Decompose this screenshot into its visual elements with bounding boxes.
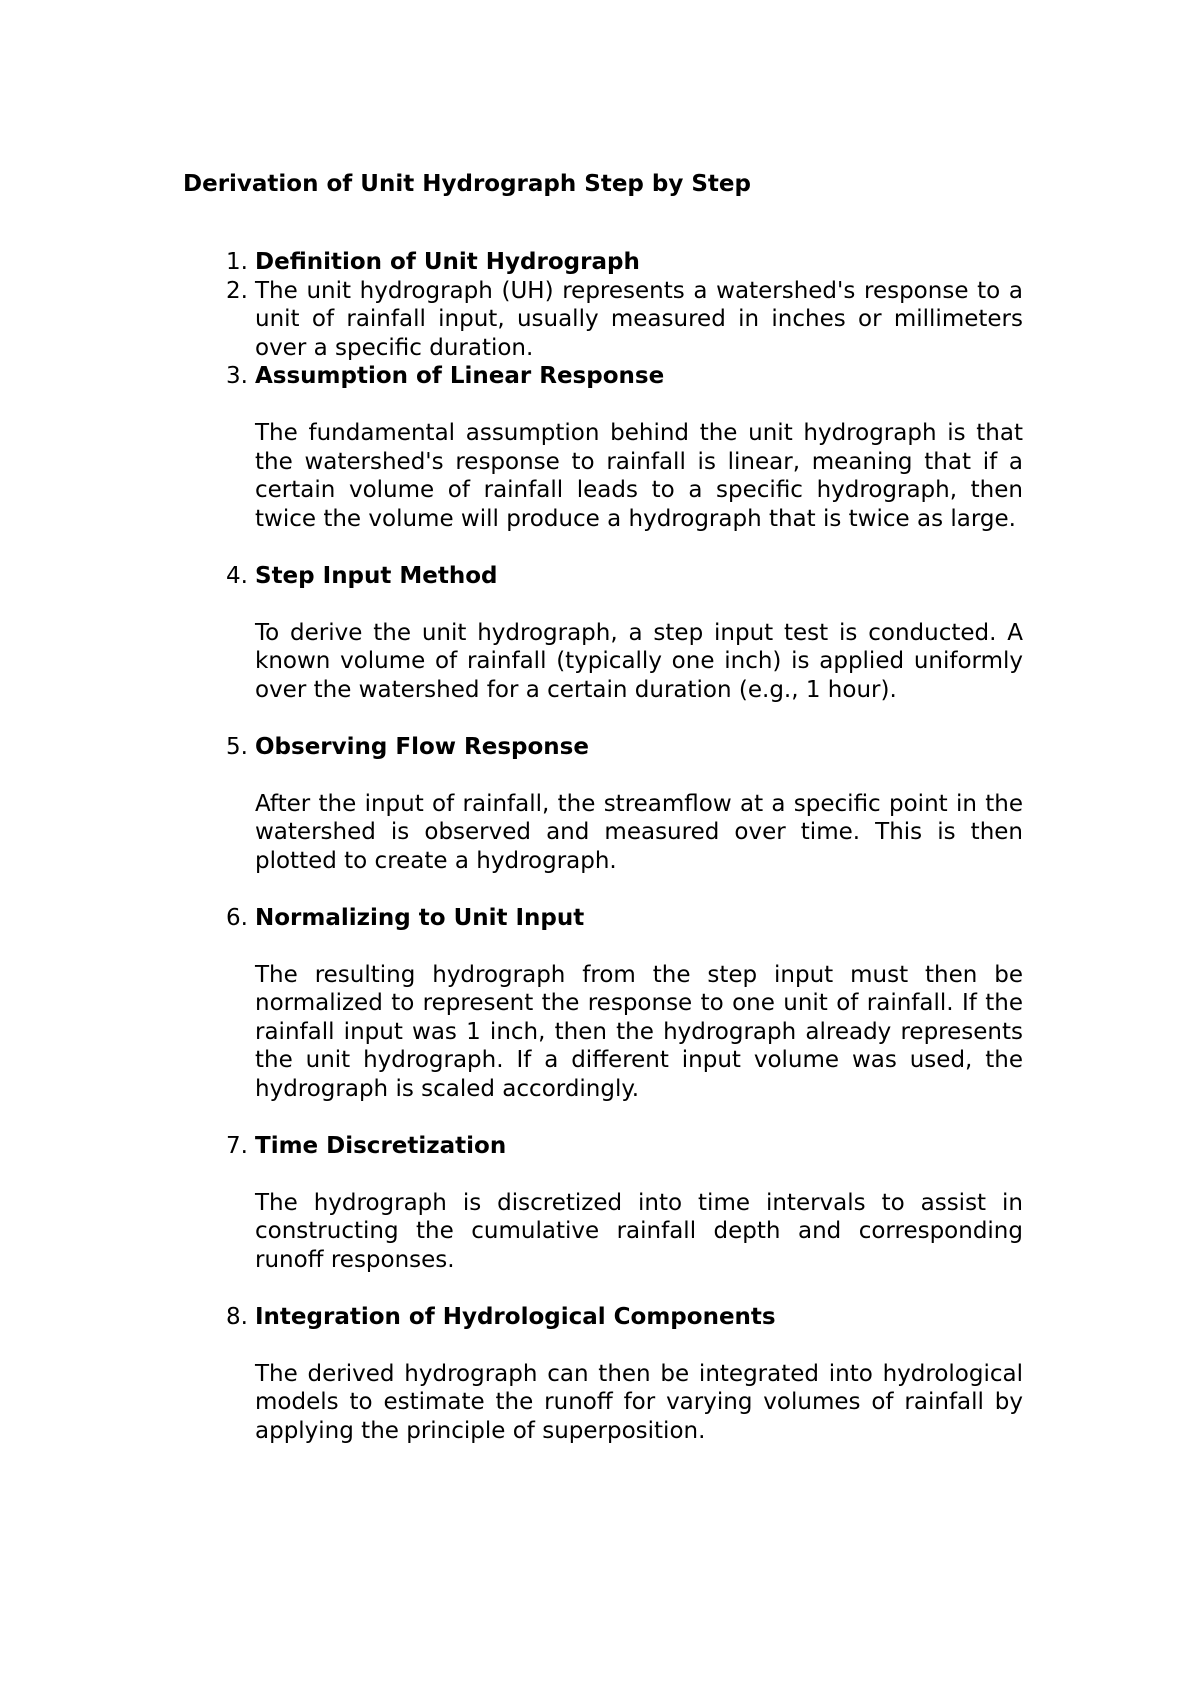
list-item-3 bbox=[183, 362, 1023, 533]
item-content bbox=[255, 277, 1023, 363]
item-number: 8. bbox=[226, 1303, 248, 1330]
item-body: To derive the unit hydrograph, a step input test is conducted. A known volume of rainfall (typically one inch) is applied uniformly over the watershed for a certain duration (e.g., 1 hour). bbox=[255, 619, 1023, 703]
list-item-1 bbox=[183, 248, 1023, 277]
item-number: 1. bbox=[226, 249, 248, 275]
list-item-5 bbox=[183, 733, 1023, 876]
item-body: The hydrograph is discretized into time intervals to assist in constructing the cumulative rainfall depth and corresponding runoff responses. bbox=[255, 1189, 1023, 1273]
item-heading: Integration of Hydrological Components bbox=[255, 1303, 776, 1330]
list-item-4 bbox=[183, 562, 1023, 705]
list-item-7 bbox=[183, 1132, 1023, 1275]
item-body: After the input of rainfall, the streamflow at a specific point in the watershed is observed and measured over time. This is then plotted to create a hydrograph. bbox=[255, 790, 1023, 874]
list-item-6 bbox=[183, 904, 1023, 1104]
item-number: 5. bbox=[226, 733, 248, 760]
item-content bbox=[255, 362, 1023, 533]
item-content bbox=[255, 562, 1023, 705]
item-number: 3. bbox=[226, 363, 248, 389]
item-body: The fundamental assumption behind the unit hydrograph is that the watershed's response to rainfall is linear, meaning that if a certain volume of rainfall leads to a specific hydrograph, then twice the volume will produce a hydrograph that is twice as large. bbox=[255, 420, 1023, 532]
item-body: The resulting hydrograph from the step input must then be normalized to represent the response to one unit of rainfall. If the rainfall input was 1 inch, then the hydrograph already represents the unit hydrograph. If a different input volume was used, the hydrograph is scaled accordingly. bbox=[255, 961, 1023, 1102]
document-title: Derivation of Unit Hydrograph Step by Step bbox=[183, 171, 751, 197]
item-number: 7. bbox=[226, 1132, 248, 1159]
item-heading: Assumption of Linear Response bbox=[255, 363, 665, 389]
item-heading: Normalizing to Unit Input bbox=[255, 904, 585, 931]
item-body: The derived hydrograph can then be integrated into hydrological models to estimate the runoff for varying volumes of rainfall by applying the principle of superposition. bbox=[255, 1360, 1023, 1444]
item-number: 6. bbox=[226, 904, 248, 931]
item-heading: Observing Flow Response bbox=[255, 733, 589, 760]
item-heading: Time Discretization bbox=[255, 1132, 507, 1159]
steps-list bbox=[183, 248, 1023, 1474]
list-item-2 bbox=[183, 277, 1023, 363]
item-number: 2. bbox=[226, 277, 248, 304]
list-item-8 bbox=[183, 1303, 1023, 1446]
item-number: 4. bbox=[226, 562, 248, 589]
item-content bbox=[255, 733, 1023, 876]
item-heading: Definition of Unit Hydrograph bbox=[255, 249, 640, 275]
item-content bbox=[255, 1132, 1023, 1275]
item-heading: Step Input Method bbox=[255, 562, 498, 589]
item-content bbox=[255, 1303, 1023, 1446]
item-content bbox=[255, 248, 1023, 277]
item-content bbox=[255, 904, 1023, 1104]
item-body: The unit hydrograph (UH) represents a watershed's response to a unit of rainfall input, usually measured in inches or millimeters over a specific duration. bbox=[255, 277, 1023, 361]
